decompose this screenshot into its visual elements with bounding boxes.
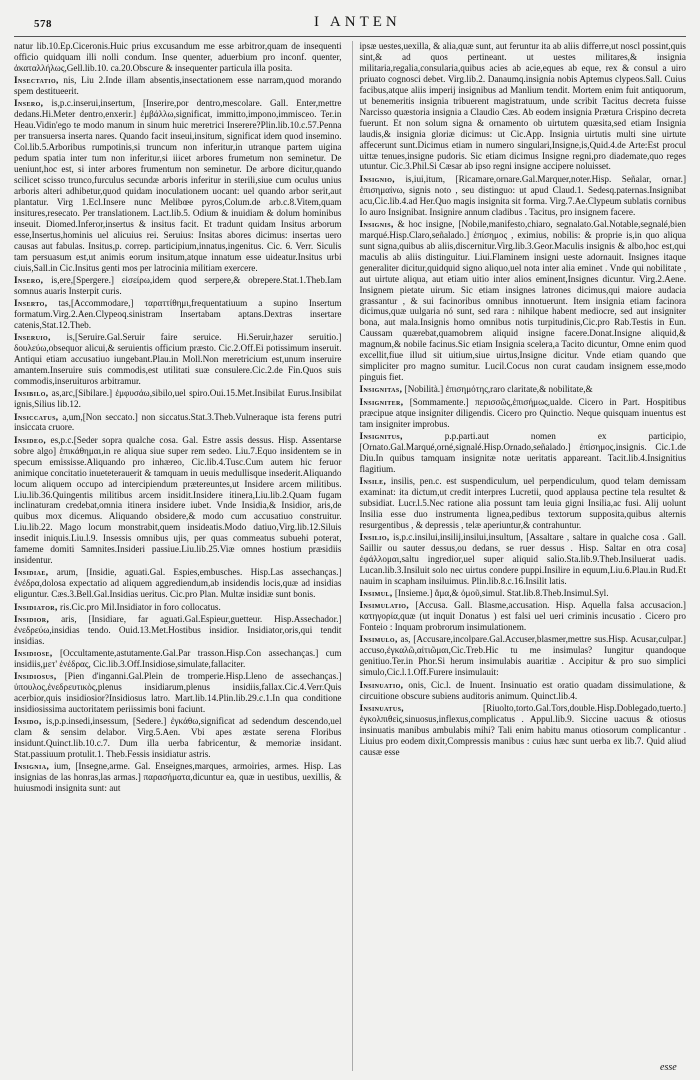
- dictionary-entry: [360, 219, 687, 383]
- dictionary-entry: [14, 332, 342, 387]
- entry-text: ipsæ uestes,uexilla, & alia,quæ sunt, aut feruntur ita ab aliis differre,ut noscl possint,quis sint,& ad quos pertineant. ut uestes militares,& insignia militaria,regalia,consularia,quibus acies ab acie,eques ab eque, rex & consul a uiro priuato cognosci debet. Virg.lib.2. Danaumq.insignia nobis Aptemus clypeos.Sall. Cuius facibus,atque aliis imperij insignibus ad Manlium tendit. Mortem enim fuit antiquorum, ut benemeritis insignia tribuerent magistratuum, unde scribit Tacitus decreta fuisse Narcisso quæstoria insignia a Claudio Cæs. Ab eodem insignia Prætura Crispino decreta fuerunt. Et non solum signa & ornamento ob uirtutem quæsita,sed etiam Insignia laudis,& insignia gloriæ dicimus: ut Cic.App. Insignia uirtutis multi sine uirtute affecerunt sunt.Dicimus etiam in numero singulari,Insigne,is,Quid.4.de Arte:Est procul uittæ tenues,insigne pudoris. Sic etiam dicimus Insigne regni,pro diademate,quo reges utuntur. Cic.3.Phil.Si Cæsar ab ipso regni insigne accipere noluisset.: [359, 41, 686, 172]
- entry-headword: Insimulatio,: [359, 600, 410, 611]
- dictionary-entry: [360, 703, 687, 758]
- entry-headword: Insignitas,: [359, 384, 403, 395]
- entry-text: is,p.p.insedi,insessum, [Sedere.] ἐγκάθω,significat ad sedendum descendo,uel clam & sensim delabor. Virg.5.Aen. Vbi apes æstate serena Floribus insidunt.Quinct.lib.10.c.7. Dum illa uerba fabricentur, & memoriæ insidant. Stat.passiuum protulit.1. Theb.Fessis insidiatur astris.: [14, 716, 342, 760]
- dictionary-entry: [360, 588, 687, 599]
- dictionary-entry: [360, 600, 687, 633]
- running-head: I ANTEN: [314, 14, 401, 30]
- entry-text: p.p.parti.aut nomen ex participio, [Ornato.Gal.Marqué,orné,signalé.Hisp.Ornado,señalado.] ἐπίσημος,insignis. Cic.1.de Diu.In quibus tamquam insignitæ notæ ueritatis appareant. Tacit.lib.4.Insignitius flagitium.: [359, 430, 686, 474]
- dictionary-entry: [360, 532, 687, 587]
- entry-text: as, [Accusare,incolpare.Gal.Accuser,blasmer,mettre sus.Hisp. Acusar,culpar.] accuso,ἐγκαλῶ,αἰτιῶμαι,Cic.Treb.Hic tu me insimulas? Iungitur quandoque genitiuo.Ter.in Phor.Si herum insimulabis auaritiæ . Accipitur & pro suo simplici simulo,Cic.l.1.Off.Furere insimulauit:: [359, 634, 686, 678]
- dictionary-entry: [14, 435, 342, 566]
- left-column: [14, 41, 342, 1071]
- two-column-text: [14, 41, 686, 1071]
- dictionary-entry: [360, 476, 687, 531]
- dictionary-entry: [14, 298, 342, 331]
- entry-text: & hoc insigne, [Nobile,manifesto,chiaro, segnalato.Gal.Notable,segnalé,bien marqué.Hisp.Claro,señalado.] ἐπίσημος , eximius, nobilis: & proprie is,in quo aliqua sunt signa,quibus ab aliis,discernitur.Virg.lib.3.Geor.Maculis insignis & albo,hoc est,qui maculis ab aliis distinguitur. Liui.Flaminem insigni ueste adornauit. Insignes itaque generaliter dicitur,quidquid signo aliquo,uel nota inter alia eminet . Vnde qui nobilitate , aut uirtute aliqua, aut etiam uitio inter alios eminent,Insignes dicuntur. Virg.2.Aene. Insignem pietate uirum. Sic etiam insignes latrones dicimus,qui maiore audacia grassantur , & sui facinoribus omnibus innotuerunt. Item insignia etiam facinora dicimus,quæ uulgaria nó sunt, sed rara : nihilque habent mediocre, sed aut insigniter bona, aut mala.Insignis homo omnibus notis turpitudinis,Cic.pro Rab.Testis in Eun. Caussam quærebat,quamobrem aliquid insigne facere.Donat.Insigne aliquid,& magnum,& nobile facinus.Sic etiam Insignia scelera,a Tacito dicuntur, Omne enim quod excellit,fiue illud sit uitium,siue uirtus,Insigne dicitur. Vnde etiam quando que simpliciter pro magno sumitur. Lucil.Cocus non curat caudam insignem esse,modo pinguis fiet.: [359, 218, 686, 383]
- entry-headword: Insinuatio,: [359, 679, 404, 690]
- dictionary-entry: [14, 716, 342, 760]
- entry-headword: Insignia,: [14, 761, 50, 772]
- dictionary-entry: [14, 388, 342, 410]
- entry-text: onis, Cic.l. de Inuent. Insinuatio est oratio quadam dissimulatione, & circuitione obscure subiens auditoris animum. Quinct.lib.4.: [359, 679, 686, 701]
- entry-text: [Occultamente,astutamente.Gal.Par trasson.Hisp.Con assechanças.] cum insidiis,μετ' ἐνέδρας, Cic.lib.3.Off.Insidiose,simulate,fallaciter.: [14, 648, 342, 669]
- dictionary-entry: [14, 275, 342, 297]
- dictionary-entry: [14, 602, 342, 613]
- entry-text: is,iui,itum, [Ricamare,ornare.Gal.Marquer,noter.Hisp. Señalar, ornar.] ἐπισημαίνω, signis noto , seu distinguo: ut apud Claud.1. Sedesq.paternas.Insignibat acu,Cic.lib.4.ad Her.Quo magis insignita sit forma. Virg.7.Ae.Clypeum sublatis cornibus Io auro Insignibat. Insignire annum cladibus . Tacitus, pro insignem facere.: [359, 173, 686, 217]
- entry-text: is,ere,[Spergere.] εἰσείρω,idem quod serpere,& obrepere.Stat.1.Theb.Iam somnus auaris Insterpit curis.: [14, 274, 342, 296]
- entry-headword: Insibilo,: [14, 388, 49, 399]
- entry-text: arum, [Insidie, aguati.Gal. Espies,embusches. Hisp.Las assechanças.] ἐνέδρα,dolosa expectatio ad aliquem aggrediendum,ab insidendis locis,quæ ad insidias eliguntur. Cæs.3.Bell.Gal.Insidias ueritus. Cic.pro Plan. Multæ insidiæ sunt bonis.: [14, 567, 342, 600]
- dictionary-entry: [360, 680, 687, 702]
- dictionary-entry: [14, 761, 342, 794]
- right-column: [352, 41, 687, 1071]
- entry-headword: Insero,: [14, 98, 44, 109]
- entry-headword: Insiccatus,: [14, 411, 59, 422]
- dictionary-entry: [14, 614, 342, 647]
- entry-text: ris.Cic.pro Mil.Insidiator in foro collocatus.: [60, 601, 221, 612]
- entry-text: [Sommamente.] περισσῶς,ἐπισήμως,ualde. Cicero in Part. Hospitibus præcipue atque insigniter diligendis. Cicero pro Quinctio. Neque quisquam inuentus est tam insigniter improbus.: [359, 396, 686, 429]
- entry-headword: Inseruio,: [14, 332, 51, 343]
- dictionary-entry: [360, 431, 687, 475]
- dictionary-entry: [14, 412, 342, 434]
- dictionary-entry: [360, 634, 687, 678]
- entry-headword: Insile,: [359, 475, 387, 486]
- entry-text: as,arc,[Sibilare.] ἐμφυσάω,sibilo,uel spiro.Oui.15.Met.Insibilat Eurus.Insibilat ignis,Silius lib.12.: [14, 388, 342, 410]
- page-number: 578: [34, 18, 52, 30]
- entry-text: is,p.c.insilui,insilij,insilui,insultum, [Assaltare , saltare in qualche cosa . Gall. Saillir ou sauter dessus,ou dedans, se ruer dessus . Hisp. Saltar en otra cosa] ἐφάλλομαι,saltu ingredior,uel super aliquid salio.Sta.lib.9.Theb.Insiluerat uadis. Lucan.lib.3.Insiluit solo nec uirtus condere puppi.Insilire in equum,Liu.6.Plau.in Rud.Et nauim in scapham insiluimus. Plin.lib.8.c.16.Insilit latis.: [359, 532, 686, 586]
- entry-text: [Nobilità.] ἐπισημότης,raro claritate,& nobilitate,&: [404, 384, 593, 395]
- entry-headword: Insectatio,: [14, 75, 59, 86]
- entry-text: tas,[Accommodare,] ταραττίθημι,frequentatiuum a supino Insertum formatum.Virg.2.Aen.Clypeoq.sinistram Insertabam aptans.Dextras insertare catenis,Stat.12.Theb.: [14, 298, 342, 331]
- entry-headword: Insignio,: [359, 173, 395, 184]
- dictionary-entry: [360, 174, 687, 218]
- entry-text: [Pien d'inganni.Gal.Plein de tromperie.Hisp.Lleno de assechanças.] ὑπουλος,ἐνεδρευτικὸς,plenus insidiarum,plenus insidiis,fallax.Cic.4.Verr.Quis acerbior,quis insidiosior?Insidiosus latro. Mart.lib.14.Plin.lib.29.c.1.In qua conditione insidiosissima auctoritatem periissimis boni faciunt.: [14, 671, 342, 715]
- entry-headword: Insido,: [14, 716, 42, 727]
- page-header: [14, 10, 686, 37]
- entry-headword: Insinuatus,: [359, 702, 405, 713]
- entry-text: [Accusa. Gall. Blasme,accusation. Hisp. Aquella falsa accusacion.] κατηγορία,quæ (ut inquit Donatus ) est falsi uel ueri criminis incusatio . Cicero pro Fonteio : Inquam probrorum insimulationem.: [359, 600, 686, 633]
- entry-headword: Insignis,: [359, 218, 394, 229]
- catchword: esse: [660, 1062, 677, 1073]
- dictionary-entry: [14, 98, 342, 273]
- entry-headword: Insimulo,: [359, 634, 398, 645]
- entry-text: natur lib.10.Ep.Ciceronis.Huic prius excusandum me esse arbitror,quam de insequenti officio quidquam illi nolli condum. Inse quenter, aduerbium pro inconf. quenter, ἀκαταλλήλως,Gell.lib.10. ca.20.Obscure & insequenter particula illa posita.: [14, 41, 342, 73]
- entry-text: aris, [Insidiare, far aguati.Gal.Espieur,guetteur. Hisp.Assechador.] ἐνεδρεύω,insidias tendo. Ouid.13.Met.Hostibus insidior. Insidiator,oris,qui tendit insidias.: [14, 613, 342, 646]
- dictionary-entry: [14, 75, 342, 97]
- entry-headword: Insidior,: [14, 613, 50, 624]
- entry-headword: Insimul,: [359, 588, 393, 599]
- entry-text: [Riuolto,torto.Gal.Tors,double.Hisp.Doblegado,tuerto.] ἐγκολπιθεὶς,sinuosus,inflexus,complicatus . Appul.lib.9. Siccine uacuus & otiosus insinuatis manibus ambulabis mihi? Tali enim habitu manus otiosorum complicantur . Liuius pro eodem dixit,Compressis manibus : cuius hæc sunt uerba ex lib.7. Quid aliud causæ esse: [359, 702, 686, 757]
- entry-headword: Inserto,: [14, 298, 48, 309]
- dictionary-entry: [14, 648, 342, 670]
- dictionary-entry: [360, 384, 687, 395]
- dictionary-entry: [14, 671, 342, 715]
- entry-text: [Insieme.] ἅμα,& ὁμοῦ,simul. Stat.lib.8.Theb.Insimul.Syl.: [394, 588, 609, 599]
- entry-text: es,p.c.[Seder sopra qualche cosa. Gal. Estre assis dessus. Hisp. Assentarse sobre algo] ἐπικάθημαι,in re aliqua siue super rem sedeo. Liu.7.Equo insidentem se in specum emississe.Aliquando pro inhæreo, Cic.lib.4.Tusc.Cum autem hic feruor animique concitatio inueteterauerit & tamquam in ueuis medullisque insederit.Aliquando locum aliquem occupo ad intercipiendum prætereuntes,ut Insidere arcem militibus. Liu.lib.36.Quingentis militibus arcem insidit.Insidere itinera,Liu.lib.2.Quam fugam inclinaturam credebat,omnia itinera insidere iubet. Vnde Insidia,& Insidior, aris,de quibus mox dicemus. Aliquando obsidere,& modo cum accusatiuo construitur. Liu.lib.22. Mago locum monstrabit,quem insideatis.Modo datiuo,Virg.lib.12.Siluis insedit iniquis.Liu.l.9. Insessis omnibus ujis, per quas commeatus subuehi poterat, fameme domiti Samnites.Insideri passiue.Liu.lib.25.Viæ omnes hostium præsidiis insidentur.: [14, 434, 342, 566]
- dictionary-entry: [14, 567, 342, 600]
- entry-text: is,p.c.inserui,insertum, [Inserire,por dentro,mescolare. Gall. Enter,mettre dedans.Hi.Meter dentro,enxerir.] ἐμβάλλω,significat, immitto,impono,immisceo. Ter.in Heau.Vidin'ego te modo manum in sinum huic meretrici Inserere?Plin.lib.10.c.57.Penna per transuersa inserta nares. Quando facit inseui,insitum, significat idem quod insemino. Col.lib.5.Arboribus rumpotinis,si truncum non inferitur,in utranque partem uigina pedum spatia inter tum non inferitur,si iiicet arbores frumetum non seminetur. De ueniunt,hoc est, si inter arbores frumentum non seminetur. De arbore dicitur,quando scilicet scisso trunco,furculus secundæ arboris inferitur in sterili,siue cum oculus unius arboris alteri adhibetur,quod quidam inoculationem uocant: uel quando arbor serit,aut plantatur. Virg 1.Ecl.Insere nunc Melibœe pyros,Colum.de arb.c.8.Vitem,quam insitures,resecato. Per translationem. Lact.lib.5. Odium & inuidiam & dolum hominibus inseuit. Diomed.Inferor,insertus & insitus facit. Et tradunt quidam Insitus arborum esse,Insertus,hominis uel alicuius rei. Seruius: Insitas abores dicimus: insertas uero causas aut fabulas. Insitus,p. correp. participium,innatus,ingenitus. Cic. 6. Verr. Siculis tam persuasum est,ut animis eorum insitum,atque innatum esse uideatur.Insitus urbi ciuis,Sall.in Cic.Insitus genti mos per latrocinia militiam exercere.: [14, 98, 342, 273]
- entry-headword: Insideo,: [14, 434, 47, 445]
- entry-text: a,um,[Non seccato.] non siccatus.Stat.3.Theb.Vulneraque ista ferens putri insiccata cruore.: [14, 411, 342, 433]
- dictionary-entry: [360, 41, 687, 172]
- dictionary-entry: [360, 397, 687, 430]
- entry-text: nis, Liu 2.Inde illam absentis,insectationem esse narram,quod morando spem destitueerit.: [14, 75, 342, 97]
- entry-headword: Insigniter,: [359, 396, 404, 407]
- entry-text: insilis, pen.c. est suspendiculum, uel perpendiculum, quod telam demissam examinat: ita dictum,ut credit interpres Lucretii, quod applausa pectine tela resultet & subsidiat. Lucr.l.5.Nec ratione alia possunt tam leuia gigni Insilia,ac fusi. Alij uolunt Insilia esse duo instrumenta lignea,pedibus textorum supposita,quibus alternis resurgentibus , & depressis , telæ aperiuntur,& contrahuntur.: [359, 475, 686, 530]
- dictionary-entry: [14, 41, 342, 74]
- entry-headword: Insero,: [14, 274, 44, 285]
- entry-headword: Insidiator,: [14, 601, 58, 612]
- entry-headword: Insignitus,: [359, 430, 403, 441]
- entry-headword: Insidiosus,: [14, 671, 57, 682]
- entry-text: is,[Seruire.Gal.Seruir faire seruice. Hi.Seruir,hazer seruitio.] δουλεύω,obsequor alicui,& seruientis officium præsto. Cic.2.Off.Ei potissimum inseruit. Antiqui etiam accusatiuo iungebant.Plau.in Moll.Non meretricium est,unum inseruire amantem.Inseruire suis commodis,est utilitati suæ consulere.Cic.2.de Fin.Quos suis commodis,inseruituros arbitramur.: [14, 332, 342, 387]
- entry-headword: Insilio,: [359, 532, 390, 543]
- entry-headword: Insidiae,: [14, 567, 49, 578]
- entry-text: ium, [Insegne,arme. Gal. Enseignes,marques, armoiries, armes. Hisp. Las insignias de las honras,las armas.] παρασήματα,dicuntur ea, quæ in uestibus, uexillis, & huiusmodi insignita sunt: aut: [14, 761, 342, 794]
- entry-headword: Insidiose,: [14, 648, 53, 659]
